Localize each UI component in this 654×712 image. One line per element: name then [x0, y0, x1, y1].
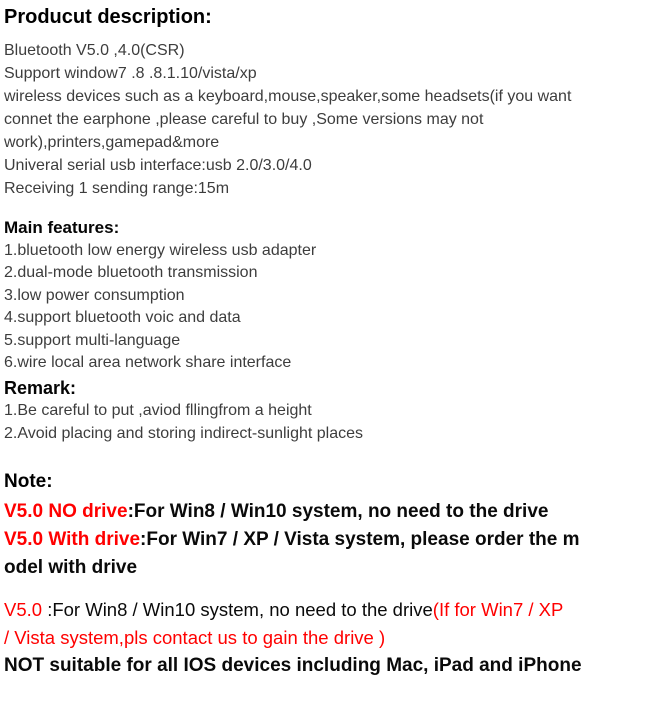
feature-item: 2.dual-mode bluetooth transmission [4, 264, 258, 282]
description-line: connet the earphone ,please careful to buy ,Some versions may not [4, 111, 484, 128]
main-features-list [4, 240, 654, 374]
product-description-heading: Producut description: [4, 6, 212, 28]
main-features-heading: Main features: [4, 218, 120, 237]
remark-item: 2.Avoid placing and storing indirect-sunlight places [4, 424, 364, 442]
remark-heading: Remark: [4, 378, 77, 399]
note-drive-block [4, 498, 654, 582]
description-line: Receiving 1 sending range:15m [4, 180, 230, 197]
note-no-drive-line [4, 498, 654, 526]
description-line: Univeral serial usb interface:usb 2.0/3.0/4.0 [4, 157, 312, 174]
note-v50-wrap-line: / Vista system,pls contact us to gain the drive ) [4, 627, 386, 649]
v50-text: :For Win8 / Win10 system, no need to the drive [47, 599, 433, 621]
description-line: Support window7 .8 .8.1.10/vista/xp [4, 65, 257, 82]
v50-label: V5.0 [4, 599, 48, 621]
feature-item: 5.support multi-language [4, 331, 181, 349]
v50-red-tail: (If for Win7 / XP [432, 599, 564, 621]
note-with-drive-wrap-line: odel with drive [4, 557, 138, 579]
feature-item: 3.low power consumption [4, 286, 185, 304]
feature-item: 4.support bluetooth voic and data [4, 309, 241, 327]
product-description-body [4, 39, 654, 200]
description-line: wireless devices such as a keyboard,mouse,speaker,some headsets(if you want [4, 88, 572, 105]
with-drive-label: V5.0 With drive [4, 529, 141, 551]
remark-list [4, 400, 654, 445]
description-line: Bluetooth V5.0 ,4.0(CSR) [4, 42, 185, 59]
feature-item: 1.bluetooth low energy wireless usb adapter [4, 242, 317, 259]
feature-item: 6.wire local area network share interface [4, 354, 292, 372]
note-with-drive-line [4, 526, 654, 554]
remark-item: 1.Be careful to put ,aviod fllingfrom a height [4, 402, 312, 420]
description-line: work),printers,gamepad&more [4, 134, 220, 151]
no-drive-label: V5.0 NO drive [4, 501, 128, 523]
note-contact-block [4, 596, 654, 680]
with-drive-text: :For Win7 / XP / Vista system, please order the m [140, 529, 580, 551]
note-v50-line [4, 596, 654, 624]
no-drive-text: :For Win8 / Win10 system, no need to the drive [127, 501, 549, 523]
note-heading: Note: [4, 471, 53, 493]
ios-warning-line: NOT suitable for all IOS devices including Mac, iPad and iPhone [4, 655, 582, 677]
